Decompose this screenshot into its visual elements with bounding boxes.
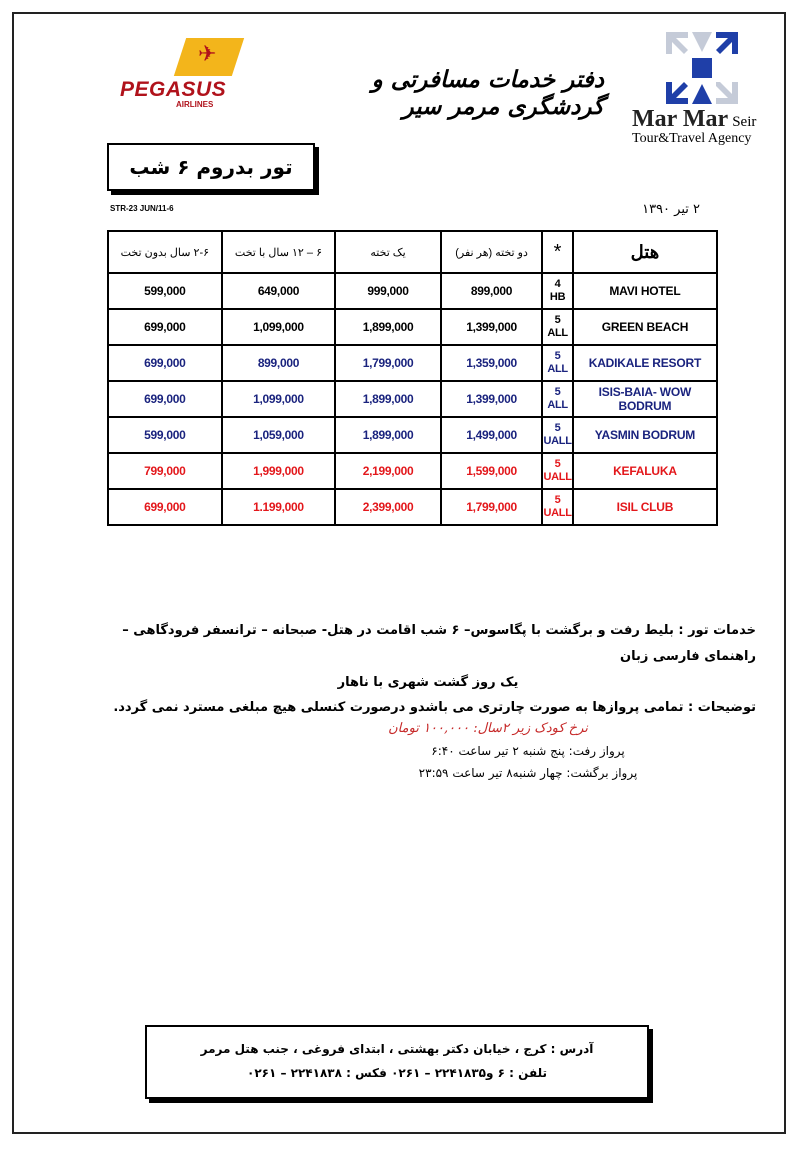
- star-rating: 5: [554, 386, 561, 398]
- star-rating: 5: [554, 458, 561, 470]
- cell-category: [542, 453, 573, 489]
- board-type: HB: [549, 291, 566, 303]
- child-rate: نرخ کودک زیر ۲سال: ۱۰۰,۰۰۰ تومان: [388, 721, 588, 736]
- brand-name: Mar Mar: [632, 106, 729, 132]
- cell-child-nobed: 599,000: [108, 273, 222, 309]
- cell-child-nobed: 599,000: [108, 417, 222, 453]
- col-hotel: هتل: [573, 231, 717, 273]
- table-header-row: [108, 231, 717, 273]
- col-stars: *: [542, 231, 573, 273]
- cell-single: 1,899,000: [335, 309, 441, 345]
- cell-child-nobed: 699,000: [108, 489, 222, 525]
- cell-child-bed: 1,099,000: [222, 309, 336, 345]
- address-line: آدرس : کرج ، خیابان دکتر بهشتی ، ابتدای فروغی ، جنب هتل مرمر: [200, 1042, 594, 1056]
- office-title: دفتر خدمات مسافرتی و گردشگری مرمر سیر: [371, 66, 604, 120]
- cell-child-nobed: 699,000: [108, 345, 222, 381]
- address-box: [145, 1025, 649, 1099]
- cell-category: [542, 309, 573, 345]
- cell-child-nobed: 699,000: [108, 309, 222, 345]
- cell-child-bed: 899,000: [222, 345, 336, 381]
- pegasus-logo: [118, 38, 240, 108]
- pegasus-horse-icon: ✈: [198, 42, 217, 67]
- board-type: UALL: [543, 507, 572, 519]
- col-double: دو تخته (هر نفر): [441, 231, 542, 273]
- issue-date: ۲ تیر ۱۳۹۰: [642, 202, 700, 217]
- star-rating: 4: [554, 278, 561, 290]
- rates-table: [107, 230, 718, 526]
- cell-double: 1,359,000: [441, 345, 542, 381]
- table-row: [108, 345, 717, 381]
- cell-child-bed: 1,059,000: [222, 417, 336, 453]
- airline-name: PEGASUS: [120, 78, 227, 101]
- cell-category: [542, 273, 573, 309]
- cell-single: 1,899,000: [335, 381, 441, 417]
- table-row: [108, 381, 717, 417]
- flight-back: پرواز برگشت: چهار شنبه۸ تیر ساعت ۲۳:۵۹: [418, 766, 638, 780]
- board-type: ALL: [547, 363, 568, 375]
- services-line2: یک روز گشت شهری با ناهار: [337, 675, 519, 690]
- cell-double: 1,799,000: [441, 489, 542, 525]
- board-type: UALL: [543, 471, 572, 483]
- cell-hotel: GREEN BEACH: [573, 309, 717, 345]
- brand-block: [632, 106, 756, 147]
- cell-double: 899,000: [441, 273, 542, 309]
- brand-tagline: Tour&Travel Agency: [632, 131, 752, 146]
- cell-double: 1,399,000: [441, 381, 542, 417]
- cell-hotel: ISIL CLUB: [573, 489, 717, 525]
- table-row: [108, 309, 717, 345]
- cell-hotel: MAVI HOTEL: [573, 273, 717, 309]
- table-row: [108, 453, 717, 489]
- marmar-logo-icon: [664, 30, 740, 106]
- cell-single: 1,799,000: [335, 345, 441, 381]
- cell-child-nobed: 699,000: [108, 381, 222, 417]
- cell-child-bed: 1,999,000: [222, 453, 336, 489]
- cell-hotel: ISIS-BAIA- WOW BODRUM: [573, 381, 717, 417]
- col-child-bed: ۶ – ۱۲ سال با تخت: [222, 231, 336, 273]
- notes: توضیحات : تمامی پروازها به صورت چارتری می باشدو درصورت کنسلی هیچ مبلغی مسترد نمی گردد.: [113, 700, 756, 715]
- cell-child-nobed: 799,000: [108, 453, 222, 489]
- services-block: [100, 618, 756, 696]
- table-row: [108, 273, 717, 309]
- star-rating: 5: [554, 314, 561, 326]
- star-rating: 5: [554, 494, 561, 506]
- cell-category: [542, 381, 573, 417]
- tour-title: تور بدروم ۶ شب: [129, 155, 293, 179]
- star-rating: 5: [554, 350, 561, 362]
- cell-category: [542, 345, 573, 381]
- col-child-nobed: ۲-۶ سال بدون تخت: [108, 231, 222, 273]
- cell-double: 1,399,000: [441, 309, 542, 345]
- cell-single: 2,399,000: [335, 489, 441, 525]
- board-type: ALL: [547, 327, 568, 339]
- flight-out: پرواز رفت: پنج شنبه ۲ تیر ساعت ۶:۴۰: [431, 744, 625, 758]
- cell-category: [542, 489, 573, 525]
- cell-category: [542, 417, 573, 453]
- services-line1: خدمات تور : بلیط رفت و برگشت با پگاسوس– ۶ شب اقامت در هتل- صبحانه – ترانسفر فرودگاهی –راهنمای فارسی زبان: [122, 623, 756, 664]
- star-rating: 5: [554, 422, 561, 434]
- cell-child-bed: 649,000: [222, 273, 336, 309]
- col-single: یک تخته: [335, 231, 441, 273]
- reference-code: STR-23 JUN/11-6: [110, 204, 174, 213]
- cell-hotel: KADIKALE RESORT: [573, 345, 717, 381]
- board-type: ALL: [547, 399, 568, 411]
- board-type: UALL: [543, 435, 572, 447]
- table-row: [108, 489, 717, 525]
- info-section: [100, 618, 756, 780]
- cell-double: 1,599,000: [441, 453, 542, 489]
- tour-title-box: [107, 143, 315, 191]
- cell-child-bed: 1.199,000: [222, 489, 336, 525]
- phone-line: تلفن : ۶ و۲۲۴۱۸۳۵ – ۰۲۶۱ فکس : ۲۲۴۱۸۳۸ – ۰۲۶۱: [247, 1066, 547, 1080]
- cell-child-bed: 1,099,000: [222, 381, 336, 417]
- cell-single: 1,899,000: [335, 417, 441, 453]
- cell-single: 999,000: [335, 273, 441, 309]
- table-row: [108, 417, 717, 453]
- cell-hotel: YASMIN BODRUM: [573, 417, 717, 453]
- cell-double: 1,499,000: [441, 417, 542, 453]
- airline-sub: AIRLINES: [176, 100, 214, 109]
- cell-hotel: KEFALUKA: [573, 453, 717, 489]
- cell-single: 2,199,000: [335, 453, 441, 489]
- brand-suffix: Seir: [732, 114, 757, 130]
